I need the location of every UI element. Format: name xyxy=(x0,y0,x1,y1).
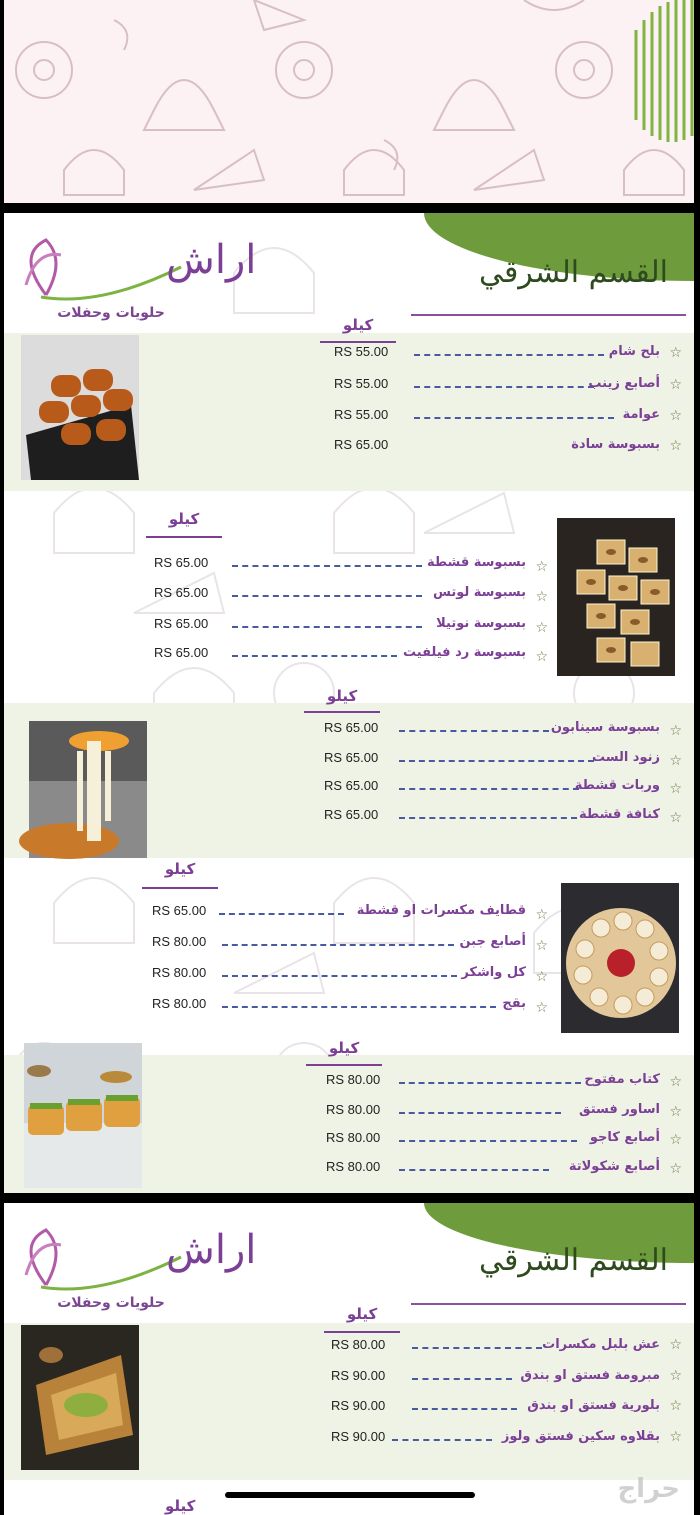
star-icon: ☆ xyxy=(669,1132,682,1148)
item-name: زنود الست xyxy=(591,750,660,765)
leader-dots xyxy=(412,1378,512,1380)
unit-underline-2 xyxy=(146,536,222,538)
item-price: RS 65.00 xyxy=(324,750,379,765)
menu-item xyxy=(4,1368,694,1390)
menu-item xyxy=(4,934,694,956)
leader-dots xyxy=(399,1169,549,1171)
star-icon: ☆ xyxy=(669,1074,682,1090)
star-icon: ☆ xyxy=(669,408,682,424)
menu-page-1 xyxy=(4,213,694,1193)
menu-item xyxy=(4,1337,694,1359)
star-icon: ☆ xyxy=(535,620,548,636)
menu-item xyxy=(4,1398,694,1420)
star-icon: ☆ xyxy=(669,723,682,739)
unit-label-4: كيلو xyxy=(164,860,196,878)
leader-dots xyxy=(412,1347,542,1349)
menu-item xyxy=(4,1072,694,1094)
unit-underline-1 xyxy=(320,341,396,343)
unit-underline-5 xyxy=(306,1064,382,1066)
item-price: RS 80.00 xyxy=(326,1159,381,1174)
menu-item xyxy=(4,555,694,577)
menu-item xyxy=(4,407,694,429)
menu-item xyxy=(4,1130,694,1152)
item-price: RS 65.00 xyxy=(324,778,379,793)
logo-emblem-icon xyxy=(16,1215,257,1295)
title-underline xyxy=(411,314,686,316)
menu-item xyxy=(4,616,694,638)
item-price: RS 65.00 xyxy=(324,720,379,735)
item-name: أصابع كاجو xyxy=(589,1130,660,1145)
logo-text: اراش xyxy=(166,1227,257,1273)
item-price: RS 65.00 xyxy=(154,616,209,631)
item-price: RS 65.00 xyxy=(154,555,209,570)
menu-item xyxy=(4,645,694,667)
menu-item xyxy=(4,344,694,366)
star-icon: ☆ xyxy=(669,753,682,769)
unit-label-1: كيلو xyxy=(342,316,374,334)
menu-item xyxy=(4,1429,694,1451)
star-icon: ☆ xyxy=(669,810,682,826)
item-name: أصابع شكولاتة xyxy=(568,1159,660,1174)
item-name: وربات قشطة xyxy=(574,778,660,793)
item-price: RS 80.00 xyxy=(152,965,207,980)
item-price: RS 65.00 xyxy=(324,807,379,822)
leader-dots xyxy=(232,565,422,567)
leader-dots xyxy=(222,1006,496,1008)
unit-label-7: كيلو xyxy=(165,1497,196,1515)
leader-dots xyxy=(414,417,614,419)
item-price: RS 90.00 xyxy=(331,1398,386,1413)
item-name: عش بلبل مكسرات xyxy=(542,1337,660,1352)
leader-dots xyxy=(222,975,457,977)
item-price: RS 65.00 xyxy=(154,585,209,600)
brand-logo xyxy=(16,1215,257,1315)
section-title: القسم الشرقي xyxy=(478,255,668,290)
logo-subtitle: حلويات وحفلات xyxy=(57,305,165,321)
item-name: كل واشكر xyxy=(461,965,526,980)
item-name: عوامة xyxy=(622,407,660,422)
item-name: بلورية فستق او بندق xyxy=(527,1398,660,1413)
star-icon: ☆ xyxy=(669,1161,682,1177)
item-name: مبرومة فستق او بندق xyxy=(520,1368,660,1383)
star-icon: ☆ xyxy=(535,589,548,605)
item-name: كتاب مفتوح xyxy=(584,1072,660,1087)
item-price: RS 65.00 xyxy=(334,437,389,452)
star-icon: ☆ xyxy=(669,438,682,454)
menu-item xyxy=(4,376,694,398)
menu-item xyxy=(4,1102,694,1124)
star-icon: ☆ xyxy=(669,1337,682,1353)
star-icon: ☆ xyxy=(669,1104,682,1120)
menu-item xyxy=(4,720,694,742)
item-price: RS 55.00 xyxy=(334,344,389,359)
item-name: أصابع زينب xyxy=(588,376,660,391)
leader-dots xyxy=(399,1140,577,1142)
menu-page-2 xyxy=(4,1203,694,1515)
unit-label-2: كيلو xyxy=(168,510,200,528)
item-price: RS 90.00 xyxy=(331,1368,386,1383)
item-name: اساور فستق xyxy=(579,1102,660,1117)
unit-underline-4 xyxy=(142,887,218,889)
unit-label-6: كيلو xyxy=(346,1305,378,1323)
item-name: بسبوسة لوتس xyxy=(432,585,526,600)
leader-dots xyxy=(219,913,344,915)
item-name: بقلاوه سكين فستق ولوز xyxy=(501,1429,660,1444)
logo-emblem-icon xyxy=(16,225,257,305)
star-icon: ☆ xyxy=(535,969,548,985)
top-pattern-panel xyxy=(4,0,694,203)
leader-dots xyxy=(399,760,594,762)
title-underline xyxy=(411,1303,686,1305)
unit-label-3: كيلو xyxy=(326,687,358,705)
item-name: قطايف مكسرات او قشطة xyxy=(356,903,526,918)
item-price: RS 55.00 xyxy=(334,376,389,391)
leader-dots xyxy=(232,626,422,628)
item-name: أصابع جبن xyxy=(459,934,526,949)
watermark: حراج xyxy=(617,1474,680,1504)
menu-item xyxy=(4,903,694,925)
star-icon: ☆ xyxy=(669,1368,682,1384)
item-price: RS 90.00 xyxy=(331,1429,386,1444)
star-icon: ☆ xyxy=(669,345,682,361)
item-price: RS 80.00 xyxy=(326,1102,381,1117)
star-icon: ☆ xyxy=(535,559,548,575)
item-name: بسبوسة نوتيلا xyxy=(436,616,526,631)
leader-dots xyxy=(399,788,579,790)
leader-dots xyxy=(392,1439,492,1441)
star-icon: ☆ xyxy=(535,938,548,954)
leader-dots xyxy=(414,354,604,356)
leader-dots xyxy=(399,1082,581,1084)
star-icon: ☆ xyxy=(669,1429,682,1445)
leader-dots xyxy=(412,1408,517,1410)
star-icon: ☆ xyxy=(535,1000,548,1016)
item-price: RS 55.00 xyxy=(334,407,389,422)
menu-item xyxy=(4,1159,694,1181)
star-icon: ☆ xyxy=(535,649,548,665)
item-price: RS 80.00 xyxy=(152,934,207,949)
leader-dots xyxy=(399,817,577,819)
unit-label-5: كيلو xyxy=(328,1039,360,1057)
menu-item xyxy=(4,437,694,459)
item-price: RS 80.00 xyxy=(152,996,207,1011)
menu-item xyxy=(4,996,694,1018)
leader-dots xyxy=(232,595,422,597)
menu-item xyxy=(4,778,694,800)
item-price: RS 80.00 xyxy=(331,1337,386,1352)
item-price: RS 80.00 xyxy=(326,1072,381,1087)
leader-dots xyxy=(399,730,549,732)
item-name: كنافة قشطة xyxy=(579,807,660,822)
item-name: بسبوسة قشطة xyxy=(426,555,526,570)
home-indicator[interactable] xyxy=(225,1492,475,1498)
leader-dots xyxy=(232,655,397,657)
leader-dots xyxy=(414,386,594,388)
section-title: القسم الشرقي xyxy=(478,1243,668,1278)
leader-dots xyxy=(399,1112,561,1114)
item-name: بسبوسة سادة xyxy=(571,437,660,452)
pastry-doodle-pattern xyxy=(4,0,694,203)
item-name: بسبوسة سينابون xyxy=(550,720,660,735)
item-name: بلح شام xyxy=(608,344,660,359)
item-price: RS 80.00 xyxy=(326,1130,381,1145)
menu-item xyxy=(4,965,694,987)
logo-text: اراش xyxy=(166,237,257,283)
menu-item xyxy=(4,807,694,829)
star-icon: ☆ xyxy=(535,907,548,923)
item-price: RS 65.00 xyxy=(154,645,209,660)
unit-underline-3 xyxy=(304,711,380,713)
star-icon: ☆ xyxy=(669,1398,682,1414)
menu-item xyxy=(4,585,694,607)
logo-subtitle: حلويات وحفلات xyxy=(57,1295,165,1311)
unit-underline-6 xyxy=(324,1331,400,1333)
item-name: بسبوسة رد فيلفيت xyxy=(403,645,526,660)
item-price: RS 65.00 xyxy=(152,903,207,918)
star-icon: ☆ xyxy=(669,781,682,797)
item-name: بقج xyxy=(502,996,526,1011)
leader-dots xyxy=(222,944,454,946)
brand-logo xyxy=(16,225,257,325)
star-icon: ☆ xyxy=(669,377,682,393)
menu-item xyxy=(4,750,694,772)
